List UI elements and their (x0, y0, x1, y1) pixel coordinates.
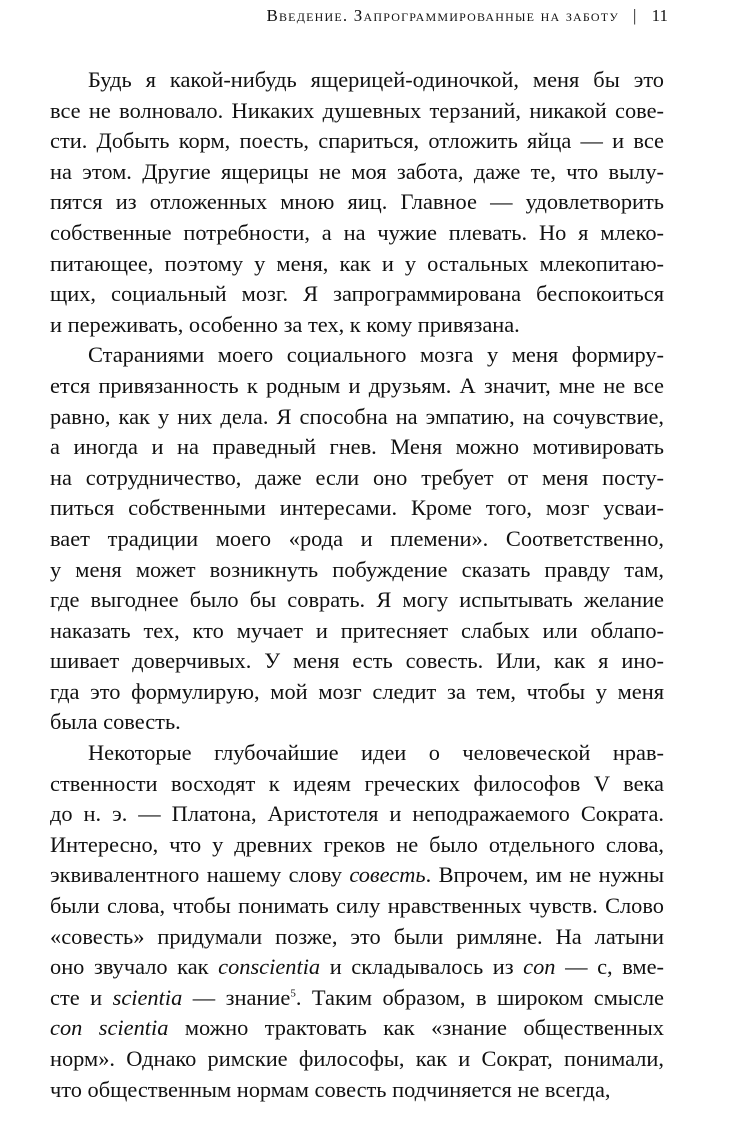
text-line (50, 1044, 664, 1075)
text-run: собственные потребности, а на чужие плевать. Но я млеко- (50, 219, 664, 245)
text-run: Интересно, что у древних греков не было отдельного слова, (50, 831, 664, 857)
text-run: и переживать, особенно за тех, к кому привязана. (50, 311, 520, 337)
text-line (50, 830, 664, 861)
text-run: до н. э. — Платона, Аристотеля и неподражаемого Сократа. (50, 801, 664, 827)
italic-term: conscientia (218, 954, 321, 980)
text-line (50, 187, 664, 218)
text-line (50, 126, 664, 157)
text-run: эквивалентного нашему слову (50, 862, 350, 888)
text-run: были слова, чтобы понимать силу нравственных чувств. Слово (50, 893, 664, 919)
italic-term: con (523, 954, 556, 980)
text-run: наказать тех, кто мучает и притесняет слабых или облапо- (50, 617, 664, 643)
text-run: — с, вме- (555, 954, 664, 980)
text-run: на этом. Другие ящерицы не моя забота, даже те, что вылу- (50, 158, 664, 184)
text-line (50, 524, 664, 555)
text-run: щих, социальный мозг. Я запрограммирована беспокоиться (50, 281, 664, 307)
text-run: а иногда и на праведный гнев. Меня можно мотивировать (50, 434, 664, 460)
text-line (50, 922, 664, 953)
paragraph (50, 65, 664, 340)
text-line (50, 555, 664, 586)
page-number: 11 (651, 6, 668, 25)
text-line (50, 707, 664, 738)
text-line (50, 310, 664, 341)
text-line (50, 616, 664, 647)
text-line (50, 677, 664, 708)
text-run: и складывалось из (320, 954, 524, 980)
text-run: можно трактовать как «знание общественных (168, 1015, 664, 1041)
text-line (50, 860, 664, 891)
text-line (50, 646, 664, 677)
text-line (50, 402, 664, 433)
italic-term: scientia (112, 984, 183, 1010)
text-line (50, 249, 664, 280)
text-run: ется привязанность к родным и друзьям. А значит, мне не все (50, 372, 664, 398)
text-run: у меня может возникнуть побуждение сказать правду там, (50, 556, 664, 582)
text-run: Будь я какой-нибудь ящерицей-одиночкой, меня бы это (88, 67, 664, 92)
text-run: Стараниями моего социального мозга у меня формиру- (88, 342, 664, 368)
text-run: где выгоднее было бы соврать. Я могу испытывать желание (50, 587, 664, 613)
text-line (50, 799, 664, 830)
text-run: Некоторые глубочайшие идеи о человеческой нрав- (88, 740, 664, 766)
text-run: была совесть. (50, 709, 181, 735)
text-run: норм». Однако римские философы, как и Сократ, понимали, (50, 1046, 664, 1071)
text-run: сте и (50, 984, 113, 1010)
footnote-marker: 5 (290, 987, 296, 1000)
text-run: на сотрудничество, даже если оно требует от меня посту- (50, 464, 664, 490)
text-run: все не волновало. Никаких душевных терзаний, никакой сове- (50, 97, 664, 123)
paragraph (50, 340, 664, 738)
running-header (128, 4, 668, 28)
paragraph (50, 738, 664, 1105)
text-line (50, 983, 664, 1014)
text-run: — знание (182, 984, 291, 1010)
text-run: . Таким образом, в широком смысле (295, 984, 664, 1010)
text-run: . Впрочем, им не нужны (425, 862, 664, 888)
text-line (50, 952, 664, 983)
text-line (50, 769, 664, 800)
text-line (50, 279, 664, 310)
text-line (50, 493, 664, 524)
text-run: питься собственными интересами. Кроме того, мозг усваи- (50, 495, 664, 521)
text-line (50, 96, 664, 127)
text-line (50, 463, 664, 494)
text-line (50, 432, 664, 463)
header-separator: | (633, 6, 638, 25)
running-header-title: Введение. Запрограммированные на заботу (266, 6, 620, 25)
text-line (50, 1075, 664, 1106)
text-run: ственности восходят к идеям греческих философов V века (50, 770, 664, 796)
text-line (50, 1013, 664, 1044)
text-run: равно, как у них дела. Я способна на эмпатию, на сочувствие, (50, 403, 664, 429)
text-line (50, 585, 664, 616)
italic-term: совесть (349, 862, 426, 888)
text-run: гда это формулирую, мой мозг следит за тем, чтобы у меня (50, 678, 664, 704)
text-line (50, 738, 664, 769)
text-run: шивает доверчивых. У меня есть совесть. Или, как я ино- (50, 648, 664, 674)
text-run: оно звучало как (50, 954, 219, 980)
text-run: «совесть» придумали позже, это были римляне. На латыни (50, 923, 664, 949)
body-text (50, 65, 664, 1105)
text-run: что общественным нормам совесть подчиняется не всегда, (50, 1076, 611, 1102)
text-run: сти. Добыть корм, поесть, спариться, отложить яйца — и все (50, 128, 664, 154)
text-line (50, 65, 664, 96)
text-line (50, 218, 664, 249)
text-line (50, 371, 664, 402)
text-line (50, 157, 664, 188)
text-run: вает традиции моего «рода и племени». Соответственно, (50, 525, 664, 551)
italic-term: con scientia (50, 1015, 169, 1041)
text-run: пятся из отложенных мною яиц. Главное — удовлетворить (50, 189, 664, 215)
text-run: питающее, поэтому у меня, как и у остальных млекопитаю- (50, 250, 664, 276)
text-line (50, 891, 664, 922)
text-line (50, 340, 664, 371)
